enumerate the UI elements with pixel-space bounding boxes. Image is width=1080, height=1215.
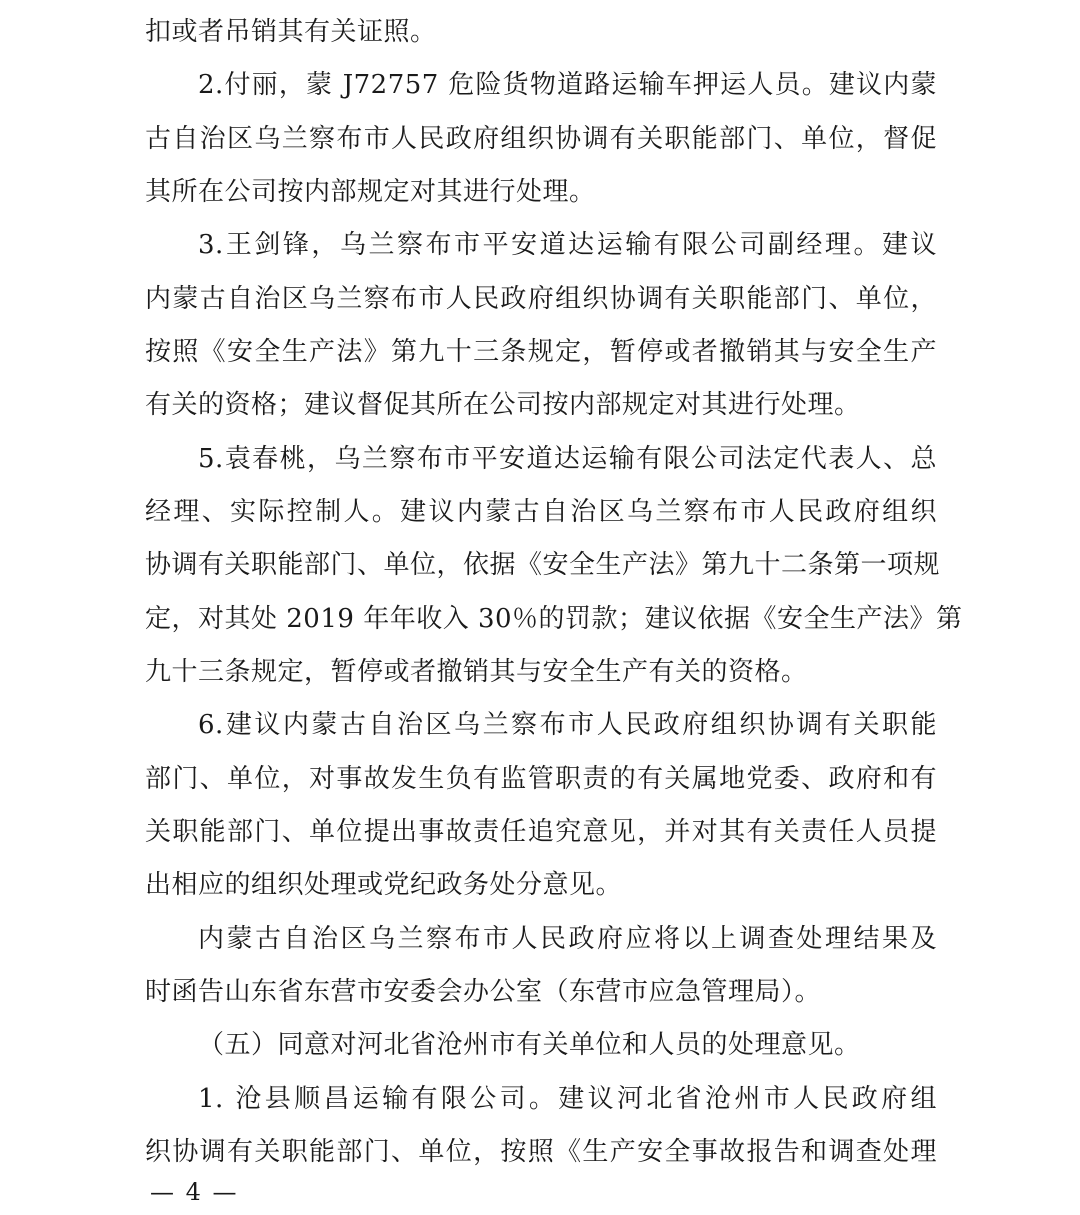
text-line: 内蒙古自治区乌兰察布市人民政府组织协调有关职能部门、单位， [145, 284, 937, 314]
text-line: 织协调有关职能部门、单位，按照《生产安全事故报告和调查处理 [145, 1137, 937, 1167]
text-line: 有关的资格；建议督促其所在公司按内部规定对其进行处理。 [145, 390, 861, 420]
text-line: 出相应的组织处理或党纪政务处分意见。 [145, 870, 623, 900]
text-line: （五）同意对河北省沧州市有关单位和人员的处理意见。 [198, 1030, 861, 1060]
text-line: 扣或者吊销其有关证照。 [145, 17, 437, 47]
text-line: 关职能部门、单位提出事故责任追究意见，并对其有关责任人员提 [145, 817, 937, 847]
text-line: 部门、单位，对事故发生负有监管职责的有关属地党委、政府和有 [145, 764, 937, 794]
text-line: 定，对其处 2019 年年收入 30％的罚款；建议依据《安全生产法》第 [145, 604, 963, 634]
text-line: 协调有关职能部门、单位，依据《安全生产法》第九十二条第一项规 [145, 550, 941, 580]
page-number: — 4 — [150, 1178, 239, 1206]
text-line: 九十三条规定，暂停或者撤销其与安全生产有关的资格。 [145, 657, 808, 687]
text-line: 6.建议内蒙古自治区乌兰察布市人民政府组织协调有关职能 [198, 710, 937, 740]
text-line: 其所在公司按内部规定对其进行处理。 [145, 177, 596, 207]
text-line: 1. 沧县顺昌运输有限公司。建议河北省沧州市人民政府组 [198, 1084, 937, 1114]
text-line: 时函告山东省东营市安委会办公室（东营市应急管理局）。 [145, 977, 822, 1007]
text-line: 3.王剑锋，乌兰察布市平安道达运输有限公司副经理。建议 [198, 230, 937, 260]
text-line: 内蒙古自治区乌兰察布市人民政府应将以上调查处理结果及 [198, 924, 937, 954]
text-line: 经理、实际控制人。建议内蒙古自治区乌兰察布市人民政府组织 [145, 497, 937, 527]
text-line: 古自治区乌兰察布市人民政府组织协调有关职能部门、单位，督促 [145, 124, 937, 154]
text-line: 5.袁春桃，乌兰察布市平安道达运输有限公司法定代表人、总 [198, 444, 937, 474]
text-line: 按照《安全生产法》第九十三条规定，暂停或者撤销其与安全生产 [145, 337, 937, 367]
text-line: 2.付丽，蒙 J72757 危险货物道路运输车押运人员。建议内蒙 [198, 70, 937, 100]
